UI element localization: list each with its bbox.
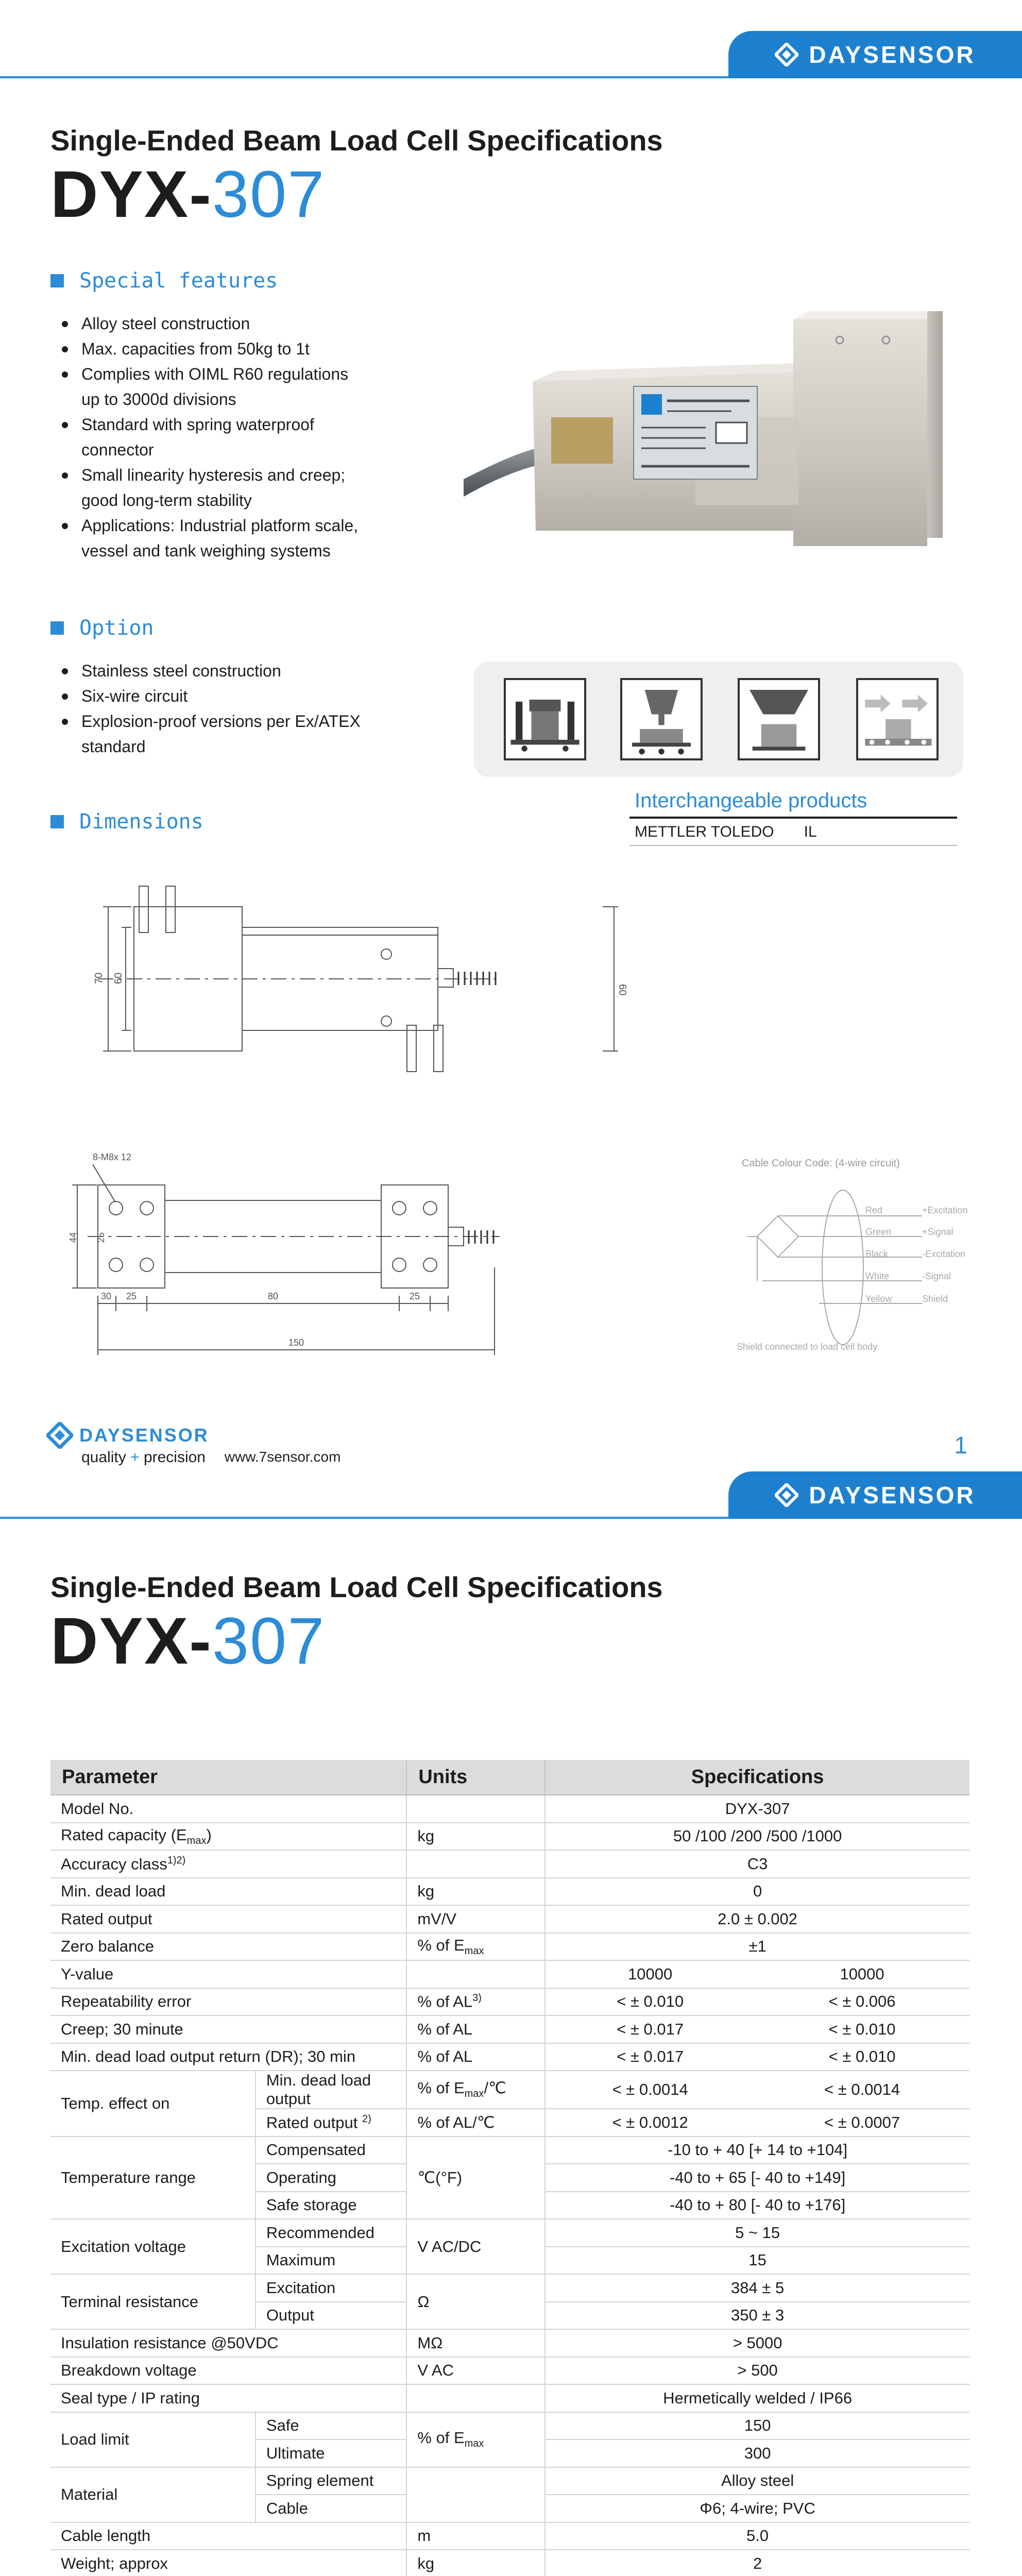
table-row: Min. dead load output return (DR); 30 min % of AL < ± 0.017 < ± 0.010 xyxy=(50,2043,969,2071)
dim-80: 80 xyxy=(268,1291,279,1301)
list-item: vessel and tank weighing systems xyxy=(81,541,331,560)
list-item: Explosion-proof versions per Ex/ATEX xyxy=(75,709,361,734)
table-row: Min. dead load kg 0 xyxy=(50,1878,969,1906)
footer-url: www.7sensor.com xyxy=(224,1449,341,1465)
header-units: Units xyxy=(406,1760,545,1795)
table-row: Seal type / IP rating Hermetically welded / IP66 xyxy=(50,2384,969,2412)
table-row: Rated output $^{2)}$ % of AL/℃ < ± 0.0012 < ± 0.0007 xyxy=(50,2109,969,2137)
table-row: Repeatability error % of AL$^{3)}$ < ± 0.010 < ± 0.006 xyxy=(50,1988,969,2016)
hopper-scale-icon xyxy=(504,678,586,760)
wire-signal: +Signal xyxy=(922,1227,953,1237)
list-item: Standard with spring waterproof xyxy=(75,412,358,437)
special-features-list xyxy=(75,311,358,564)
list-item: Max. capacities from 50kg to 1t xyxy=(75,336,358,362)
table-row: Safe storage -40 to + 80 [- 40 to +176] xyxy=(50,2192,969,2219)
footer-brand: DAYSENSOR quality + precision xyxy=(46,1422,209,1466)
interchangeable-title: Interchangeable products xyxy=(635,789,867,812)
brand-wordmark: DAYSENSOR xyxy=(809,1482,976,1509)
interchangeable-row xyxy=(635,823,817,841)
dim-44: 44 xyxy=(68,1232,78,1243)
header-brand-tab xyxy=(728,31,1022,78)
option-list xyxy=(75,658,361,759)
table-row: Ultimate 300 xyxy=(50,2439,969,2467)
section-marker-icon xyxy=(50,274,64,287)
dim-150: 150 xyxy=(288,1337,304,1348)
footer xyxy=(46,1422,340,1466)
table-row: Rated capacity $(E_{max})$ kg 50 /100 /200 /500 /1000 xyxy=(50,1823,969,1851)
dim-25b: 25 xyxy=(410,1291,420,1301)
table-row: Rated output mV/V 2.0 ± 0.002 xyxy=(50,1905,969,1933)
wire-signal: +Excitation xyxy=(922,1205,968,1215)
dim-60a: 60 xyxy=(113,972,124,984)
interchangeable-rule xyxy=(629,817,957,819)
brand-wordmark: DAYSENSOR xyxy=(809,41,976,68)
wire-color: Yellow xyxy=(865,1294,892,1304)
application-icons-panel xyxy=(474,662,963,777)
section-marker-icon xyxy=(50,621,64,635)
table-row: Insulation resistance @50VDC MΩ > 5000 xyxy=(50,2329,969,2357)
header-brand-tab xyxy=(728,1471,1022,1519)
wire-signal: -Excitation xyxy=(922,1249,966,1259)
table-row: Zero balance % of $E_{max}$ ±1 xyxy=(50,1933,969,1961)
conveyor-scale-icon xyxy=(856,678,939,760)
shield-note: Shield connected to load cell body xyxy=(737,1342,878,1352)
table-row: Temperature range Compensated ℃(°F) -10 to + 40 [+ 14 to +104] xyxy=(50,2137,969,2164)
table-header-row xyxy=(50,1760,969,1795)
table-row: Load limit Safe % of $E_{max}$ 150 xyxy=(50,2412,969,2440)
header-parameter: Parameter xyxy=(50,1760,406,1795)
specifications-table xyxy=(50,1760,969,2576)
table-row: Creep; 30 minute % of AL < ± 0.017 < ± 0.010 xyxy=(50,2015,969,2043)
list-item: Complies with OIML R60 regulations xyxy=(75,362,358,387)
dimension-drawing xyxy=(46,876,1015,1370)
page-number: 1 xyxy=(954,1432,967,1459)
list-item: Alloy steel construction xyxy=(75,311,358,336)
list-item: up to 3000d divisions xyxy=(81,390,236,409)
dim-60b: 60 xyxy=(617,984,628,996)
dim-30: 30 xyxy=(101,1291,112,1301)
interchangeable-rule-bottom xyxy=(629,845,957,846)
table-row: Model No. DYX-307 xyxy=(50,1795,969,1823)
interchangeable-brand: METTLER TOLEDO xyxy=(635,823,774,840)
list-item: standard xyxy=(81,737,146,756)
table-row: Weight; approx kg 2 xyxy=(50,2550,969,2576)
special-features-heading: Special features xyxy=(50,269,278,293)
dim-25a: 25 xyxy=(126,1291,137,1301)
list-item: Stainless steel construction xyxy=(75,658,361,684)
table-row: Maximum 15 xyxy=(50,2247,969,2275)
load-cell-product-image xyxy=(464,309,958,577)
table-row: Accuracy class$^{1)2)}$ C3 xyxy=(50,1850,969,1878)
section-marker-icon xyxy=(50,815,64,828)
wire-color: Red xyxy=(865,1205,883,1215)
table-row: Breakdown voltage V AC > 500 xyxy=(50,2357,969,2385)
dim-25v: 25 xyxy=(96,1232,106,1243)
interchangeable-model: IL xyxy=(804,823,817,840)
brand-logo-icon xyxy=(775,43,798,66)
table-row: Terminal resistance Excitation Ω 384 ± 5 xyxy=(50,2274,969,2302)
wire-color: White xyxy=(865,1271,890,1281)
wire-color: Green xyxy=(865,1227,892,1237)
dimensions-heading: Dimensions xyxy=(50,810,203,834)
model-prefix: DYX- xyxy=(50,158,212,231)
page-title: Single-Ended Beam Load Cell Specifications xyxy=(50,1571,663,1603)
table-row: Temp. effect on Min. dead load output % of $E_{max}/℃$ < ± 0.0014 < ± 0.0014 xyxy=(50,2071,969,2109)
page-title: Single-Ended Beam Load Cell Specifications xyxy=(50,124,663,157)
table-row: Cable length m 5.0 xyxy=(50,2522,969,2550)
model-name: DYX-307 xyxy=(50,1604,326,1678)
list-item: connector xyxy=(81,440,154,459)
brand-logo-icon xyxy=(46,1422,73,1449)
table-row: Output 350 ± 3 xyxy=(50,2302,969,2330)
model-number: 307 xyxy=(212,158,326,231)
wire-signal: Shield xyxy=(922,1294,948,1304)
tank-weighing-icon xyxy=(620,678,703,760)
table-row: Excitation voltage Recommended V AC/DC 5 ~ 15 xyxy=(50,2219,969,2247)
list-item: Six-wire circuit xyxy=(75,684,361,709)
header-specifications: Specifications xyxy=(545,1760,969,1795)
hole-note: 8-M8x 12 xyxy=(93,1152,132,1162)
table-row: Y-value 10000 10000 xyxy=(50,1960,969,1988)
option-heading: Option xyxy=(50,616,154,640)
list-item: Applications: Industrial platform scale, xyxy=(75,513,358,538)
wire-signal: -Signal xyxy=(922,1271,951,1281)
cable-colour-title: Cable Colour Code: (4-wire circuit) xyxy=(742,1158,900,1169)
table-row: Material Spring element Alloy steel xyxy=(50,2467,969,2495)
vessel-icon xyxy=(738,678,820,760)
brand-logo-icon xyxy=(775,1483,798,1507)
list-item: good long-term stability xyxy=(81,491,252,510)
table-row: Operating -40 to + 65 [- 40 to +149] xyxy=(50,2164,969,2192)
model-name xyxy=(50,157,325,232)
dim-70: 70 xyxy=(93,972,105,984)
table-row: Cable Φ6; 4-wire; PVC xyxy=(50,2495,969,2522)
wire-color: Black xyxy=(865,1249,889,1259)
list-item: Small linearity hysteresis and creep; xyxy=(75,463,358,488)
